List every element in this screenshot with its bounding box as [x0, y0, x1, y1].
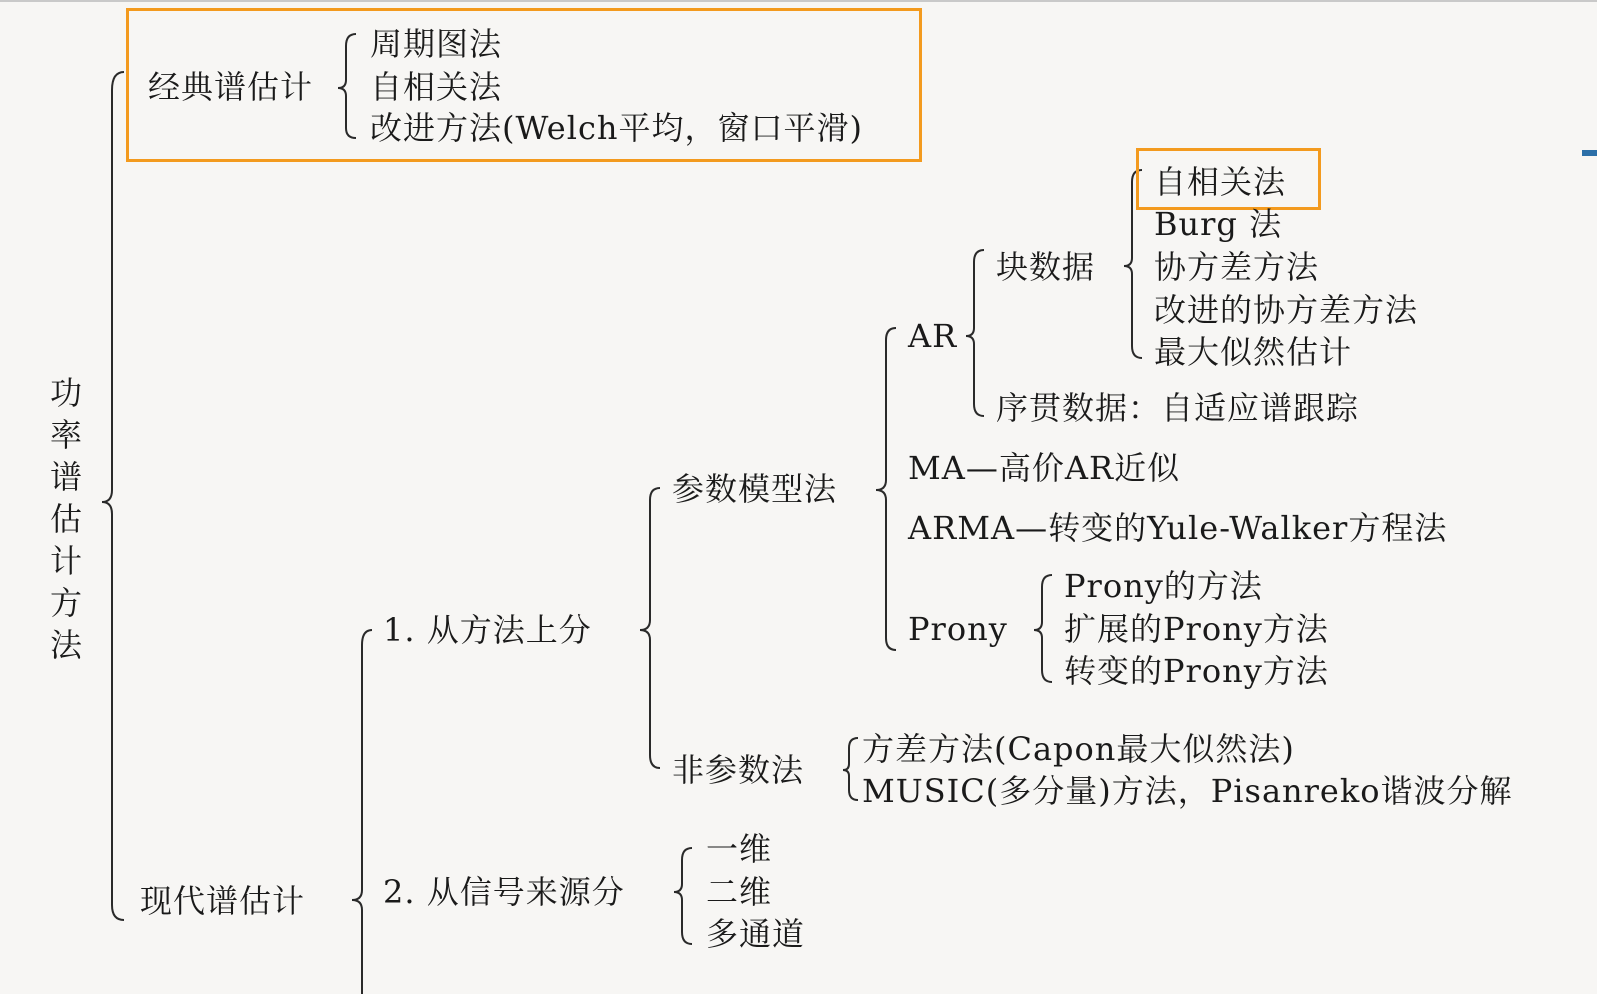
- source-item-2d: 二维: [706, 873, 773, 911]
- block-item-autocorr: 自相关法: [1154, 163, 1287, 201]
- source-brace: [674, 848, 692, 944]
- block-item-modified-covariance: 改进的协方差方法: [1154, 291, 1419, 329]
- block-item-max-likelihood: 最大似然估计: [1154, 333, 1353, 371]
- prony-item-extended: 扩展的Prony方法: [1064, 610, 1329, 648]
- modern-brace: [352, 630, 372, 994]
- source-item-1d: 一维: [706, 830, 773, 868]
- ar-brace: [966, 250, 984, 416]
- nonparametric-label: 非参数法: [672, 751, 805, 789]
- source-item-multichannel: 多通道: [706, 915, 806, 953]
- classic-item-improved: 改进方法(Welch平均，窗口平滑): [370, 109, 863, 147]
- arma-item: ARMA—转变的Yule-Walker方程法: [908, 509, 1448, 547]
- block-item-covariance: 协方差方法: [1154, 248, 1320, 286]
- modern-title: 现代谱估计: [140, 882, 306, 920]
- block-item-burg: Burg 法: [1154, 205, 1283, 243]
- ar-label: AR: [908, 317, 958, 355]
- ma-item: MA—高价AR近似: [908, 449, 1181, 487]
- by-source-label: 2. 从信号来源分: [383, 873, 625, 911]
- nonparam-item-capon: 方差方法(Capon最大似然法): [862, 730, 1295, 768]
- root-title: 功 率 谱 估 计 方 法: [49, 374, 82, 664]
- prony-item-method: Prony的方法: [1064, 567, 1263, 605]
- by-method-label: 1. 从方法上分: [383, 611, 592, 649]
- sequential-data: 序贯数据：自适应谱跟踪: [996, 389, 1360, 427]
- method-brace: [640, 488, 660, 768]
- nonparam-brace: [843, 738, 858, 800]
- prony-brace: [1034, 575, 1052, 682]
- prony-label: Prony: [908, 610, 1008, 648]
- classic-item-periodogram: 周期图法: [370, 25, 503, 63]
- block-data-label: 块数据: [996, 248, 1096, 286]
- parametric-label: 参数模型法: [672, 470, 838, 508]
- root-brace: [102, 72, 124, 920]
- classic-title: 经典谱估计: [148, 68, 314, 106]
- nonparam-item-music: MUSIC(多分量)方法，Pisanreko谐波分解: [862, 772, 1513, 810]
- classic-item-autocorr: 自相关法: [370, 68, 503, 106]
- parametric-brace: [876, 328, 896, 650]
- prony-item-modified: 转变的Prony方法: [1064, 652, 1329, 690]
